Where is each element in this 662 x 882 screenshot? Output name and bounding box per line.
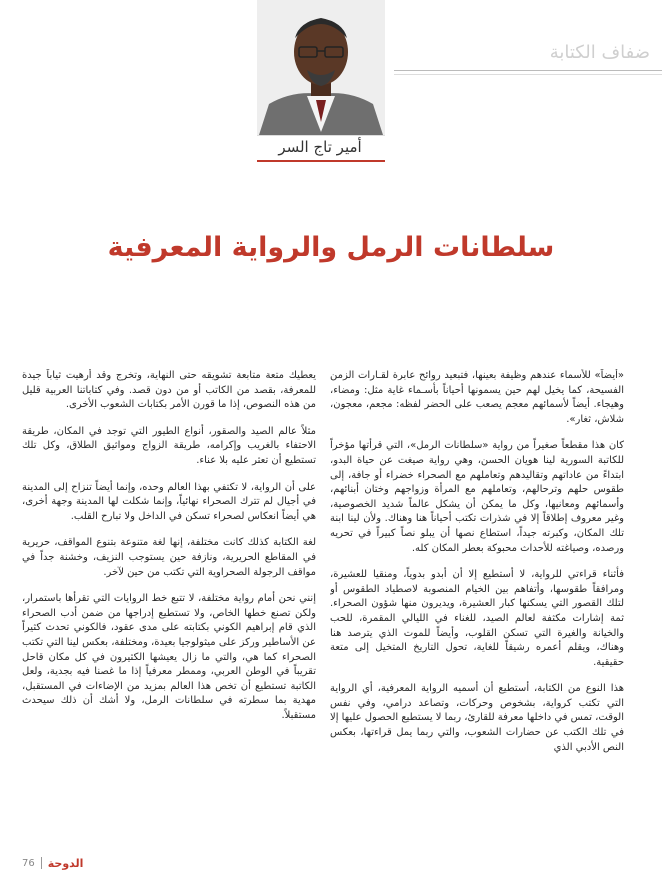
page-footer	[22, 854, 83, 872]
article-column-left	[22, 369, 316, 861]
paragraph: إنني نحن أمام رواية مختلفة، لا تتبع خط الروايات التي تقرأها باستمرار، ولكن تصنع خطها الخاص، ولا تستطيع إدراجها من ضمن أدب الصحراء الذي قام إبراهيم الكوني بكتابته على مدى عقود، فالكوني تحدث كثيراً عن الأساطير وركز على ميثولوجيا بعيدة، ومختلفة، بعكس لينا التي تكتب الصحراء كما هي، والتي ما زال يعيشها الكثيرون في كل مكان قاحل تقريباً في الوطن العربي، وممطر معرفياً إذا ما غصنا فيه بجدية، ولعل الكاتبة تستطيع أن تخص هذا العالم بمزيد من الإضاءات في المستقبل، مهدية بما سطرته في سلطانات الرمل، ولا أشك أن ذلك سيحدث مستقبلاً.	[22, 593, 316, 721]
section-label: ضفاف الكتابة	[549, 42, 650, 63]
author-photo	[257, 0, 385, 136]
paragraph: يعطيك متعة متابعة تشويقه حتى النهاية، وتخرج وقد أرهيت ثياباً جيدة للمعرفة، بقصد من الكاتب أو من دون قصد. وفي كتاباتنا العربية قليل من هذه النصوص، إذا ما قورن الأمر بكتابات الشعوب الأخرى.	[22, 370, 316, 411]
paragraph: مثلاً عالم الصيد والصقور، أنواع الطيور التي توجد في المكان، طريقة الاحتفاء بالغريب وإكرامه، طريقة الزواج ومواثيق الطلاق، وكل تلك تستطيع أن تعثر عليه بلا عناء.	[22, 425, 316, 466]
paragraph: لغة الكتابة كذلك كانت مختلفة، إنها لغة متنوعة بتنوع المواقف، حريرية في المقاطع الحريرية، ونازفة حين يستوجب النزيف، وخشنة جداً في مواقف الرجولة الصحراوية التي تكتب من حين لآخر.	[22, 537, 316, 578]
footer-divider	[41, 857, 42, 869]
page-number: 76	[22, 857, 35, 869]
paragraph: «أيضاً» للأسماء عندهم وظيفة بعينها، فتبعيد روائح عابرة لقـارات الزمن الفسيحة، كما يخيل لهم حين يسمونها أحياناً بأسـماء غاية مثل: ومضاء، وهيجاء. أيضاً لأسمائهم معجم يصعب على الحضر لفظه: مجعم، معجون، شلاش، ثغار».	[330, 370, 624, 425]
article-title: سلطانات الرمل والرواية المعرفية	[107, 232, 555, 263]
paragraph: هذا النوع من الكتابة، أستطيع أن أسميه الرواية المعرفية، أي الرواية التي تكتب كرواية، بشخوص وحركات، وتصاعد درامي، وفي نفس الوقت، تمس في داخلها معرفة للقارئ، ربما لا يستطيع الحصول عليها إلا في تلك الكتب عن حضارات الشعوب، والتي ربما يمل قراءتها، بعكس النص الأدبي الذي	[330, 683, 624, 753]
paragraph: على أن الرواية، لا تكتفي بهذا العالم وحده، وإنما أيضاً تنزاح إلى المدينة في أجيال لم تترك الصحراء نهائياً، وإنما شكلت لها المدينة وجهة أخرى، هي أيضاً انعكاس لصحراء تسكن في الداخل ولا تبارح القلب.	[22, 481, 316, 522]
paragraph: فأثناء قراءتي للرواية، لا أستطيع إلا أن أبدو بدوياً، ومنقيا للعشيرة، ومرافقاً طقوسها، وأتفاهم بين الخيام المنصوبة لاصطياد الطقوس أو لتلك القصور التي يسكنها كبار العشيرة، ويديرون منها شؤون الصحراء. ثمة إشارات مكثفة لعالم الصيد، للغناء في الليالي المقمرة، للحب والخيانة والغيرة التي تسكن القلوب، وأيضاً للموت الذي يترصد هنا وهناك، ويقلم أعمره رشيقاً للغاية، تحول التاريخ المتخيل إلى متعة حقيقية.	[330, 569, 624, 668]
author-name: أمير تاج السر	[278, 138, 362, 156]
article-column-right	[330, 369, 624, 861]
section-rule-secondary	[394, 74, 662, 75]
magazine-name: الدوحة	[47, 856, 84, 870]
section-rule	[394, 70, 662, 71]
author-name-underline	[257, 160, 385, 162]
paragraph: كان هذا مقطعاً صغيراً من رواية «سلطانات الرمل»، التي قرأتها مؤخراً للكاتبة السورية لينا هويان الحسن، وهي رواية صيغت عن حياة البدو، ابتداءً من عاداتهم وتقاليدهم وتعاملهم مع الصحراء خضراء أو جافة، إلى طقوس حلهم وترحالهم، وتعاملهم مع المرأة وزواجهم وختان أبنائهم، وأسمائهم ومعانيها، وكل ما يمكن أن يشكل عالماً شديد الخصوصية، وغير معروف إطلاقاً إلا في شذرات تكتب أحياناً هنا وهناك. ولأن لينا ابنة تلك المكان، وكبرته جيداً، استطاع نصها أن يبلو نصاً كبيراً في تحريه ورصده، وصياغته للأحداث محبوكة بعطر المكان كله.	[330, 440, 624, 554]
